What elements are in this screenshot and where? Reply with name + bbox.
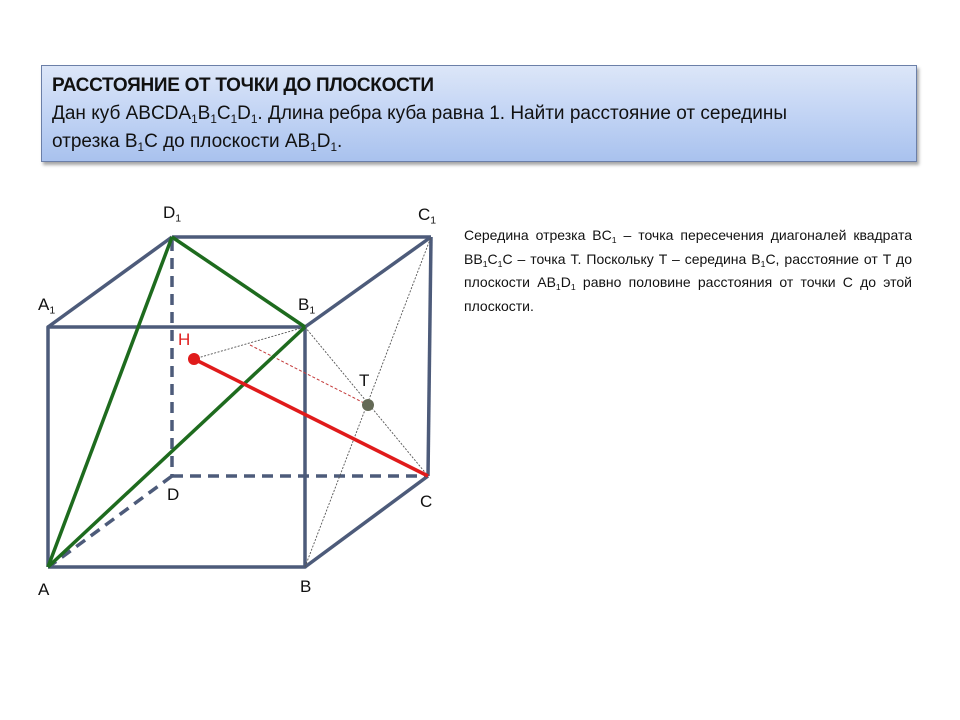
plane-ab1d1 [48, 237, 305, 567]
label-d1: $D_1$ [163, 203, 182, 225]
problem-line-1: Дан куб $ABCDA_1B_1C_1D_1$. Длина ребра куба равна 1. Найти расстояние от середины [52, 103, 788, 127]
label-c1: $C_1$ [418, 205, 437, 227]
label-b1: $B_1$ [298, 295, 316, 317]
label-b: B [300, 577, 312, 596]
label-a1: $A_1$ [38, 295, 56, 317]
point-t [362, 399, 374, 411]
face-diagonals [194, 237, 431, 567]
solution-explanation: Середина отрезка $BC_1$ – точка пересечения диагоналей квадрата $BB_1C_1C$ – точка T. Поскольку T – середина $B_1C$, расстояние от T до плоскости $AB_1D_1$ равно половине расстояния от точки C до этой плоскости. [464, 227, 912, 314]
point-h [188, 353, 200, 365]
label-h: H [178, 330, 191, 349]
visible-edges [48, 237, 431, 567]
label-d: D [167, 485, 180, 504]
ch-perpendicular-line [194, 359, 428, 476]
label-a: A [38, 580, 50, 599]
label-c: C [420, 492, 433, 511]
problem-line-2: отрезка $B_1C$ до плоскости $AB_1D_1$. [52, 131, 343, 155]
label-t: T [359, 371, 370, 390]
problem-heading: РАССТОЯНИЕ ОТ ТОЧКИ ДО ПЛОСКОСТИ [52, 75, 434, 96]
